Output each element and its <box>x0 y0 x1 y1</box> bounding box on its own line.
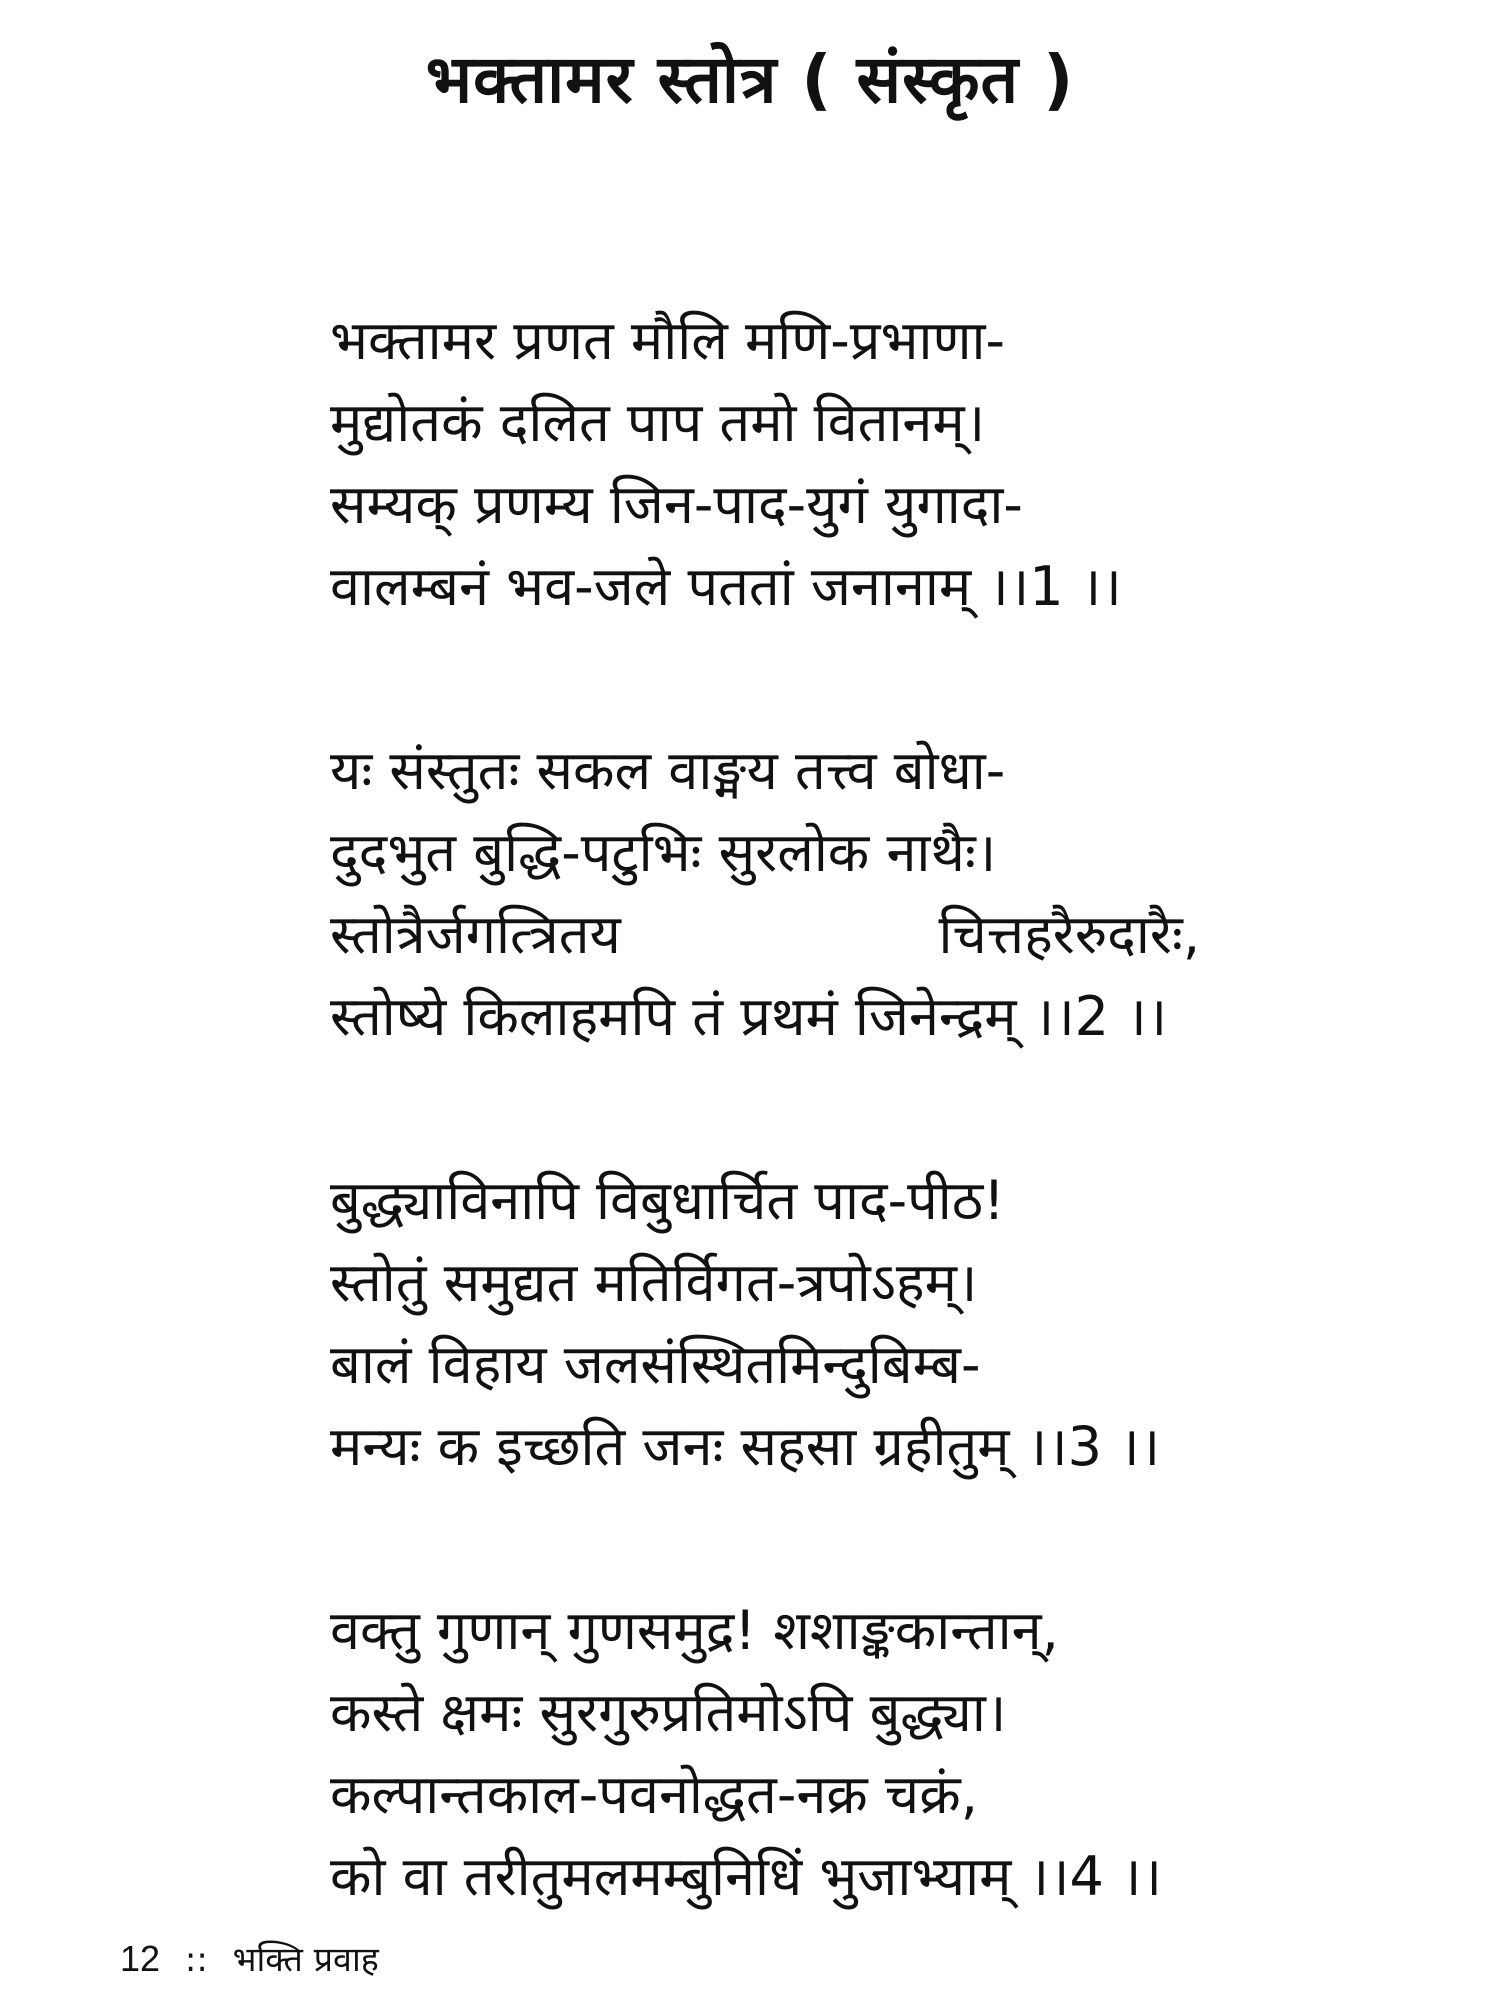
verse-line: बालं विहाय जलसंस्थितमिन्दुबिम्ब- <box>330 1333 981 1396</box>
footer-separator: :: <box>184 1940 208 1980</box>
verse-line: मन्यः क इच्छति जनः सहसा ग्रहीतुम् ।।3 ।। <box>330 1415 1161 1478</box>
verse-line: दुदभुत बुद्धि-पटुभिः सुरलोक नाथैः। <box>330 821 997 884</box>
verse-line: वक्तु गुणान् गुणसमुद्र! शशाङ्ककान्तान्, <box>330 1599 1059 1662</box>
verse-line-part-right: चित्तहरैरुदारैः, <box>938 903 1200 966</box>
verse-line-part-left: स्तोत्रैर्जगत्त्रितय <box>330 903 621 966</box>
verse-4 <box>330 1590 1200 1918</box>
verse-line: बुद्ध्याविनापि विबुधार्चित पाद-पीठ! <box>330 1169 1005 1232</box>
verse-line: कल्पान्तकाल-पवनोद्धत-नक्र चक्रं, <box>330 1763 978 1826</box>
verse-line: स्तोष्ये किलाहमपि तं प्रथमं जिनेन्द्रम् ।।2 ।। <box>330 985 1168 1048</box>
page-footer <box>120 1935 379 1984</box>
verse-3 <box>330 1160 1200 1488</box>
verse-line: सम्यक् प्रणम्य जिन-पाद-युगं युगादा- <box>330 473 1023 536</box>
book-title: भक्ति प्रवाह <box>232 1940 379 1980</box>
page-number: 12 <box>120 1938 161 1979</box>
verse-line: भक्तामर प्रणत मौलि मणि-प्रभाणा- <box>330 309 1005 372</box>
verse-line: वालम्बनं भव-जले पततां जनानाम् ।।1 ।। <box>330 555 1122 618</box>
verse-line: यः संस्तुतः सकल वाङ्मय तत्त्व बोधा- <box>330 739 1006 802</box>
verse-line: कस्ते क्षमः सुरगुरुप्रतिमोऽपि बुद्ध्या। <box>330 1681 1007 1744</box>
verse-line-justified <box>330 894 1200 976</box>
verse-line: मुद्योतकं दलित पाप तमो वितानम्। <box>330 391 986 454</box>
page-title: भक्तामर स्तोत्र ( संस्कृत ) <box>425 41 1075 118</box>
verse-line: को वा तरीतुमलमम्बुनिधिं भुजाभ्याम् ।।4 ।। <box>330 1845 1162 1908</box>
verse-2 <box>330 730 1200 1058</box>
verse-line: स्तोतुं समुद्यत मतिर्विगत-त्रपोऽहम्। <box>330 1251 978 1314</box>
verse-1 <box>330 300 1200 628</box>
